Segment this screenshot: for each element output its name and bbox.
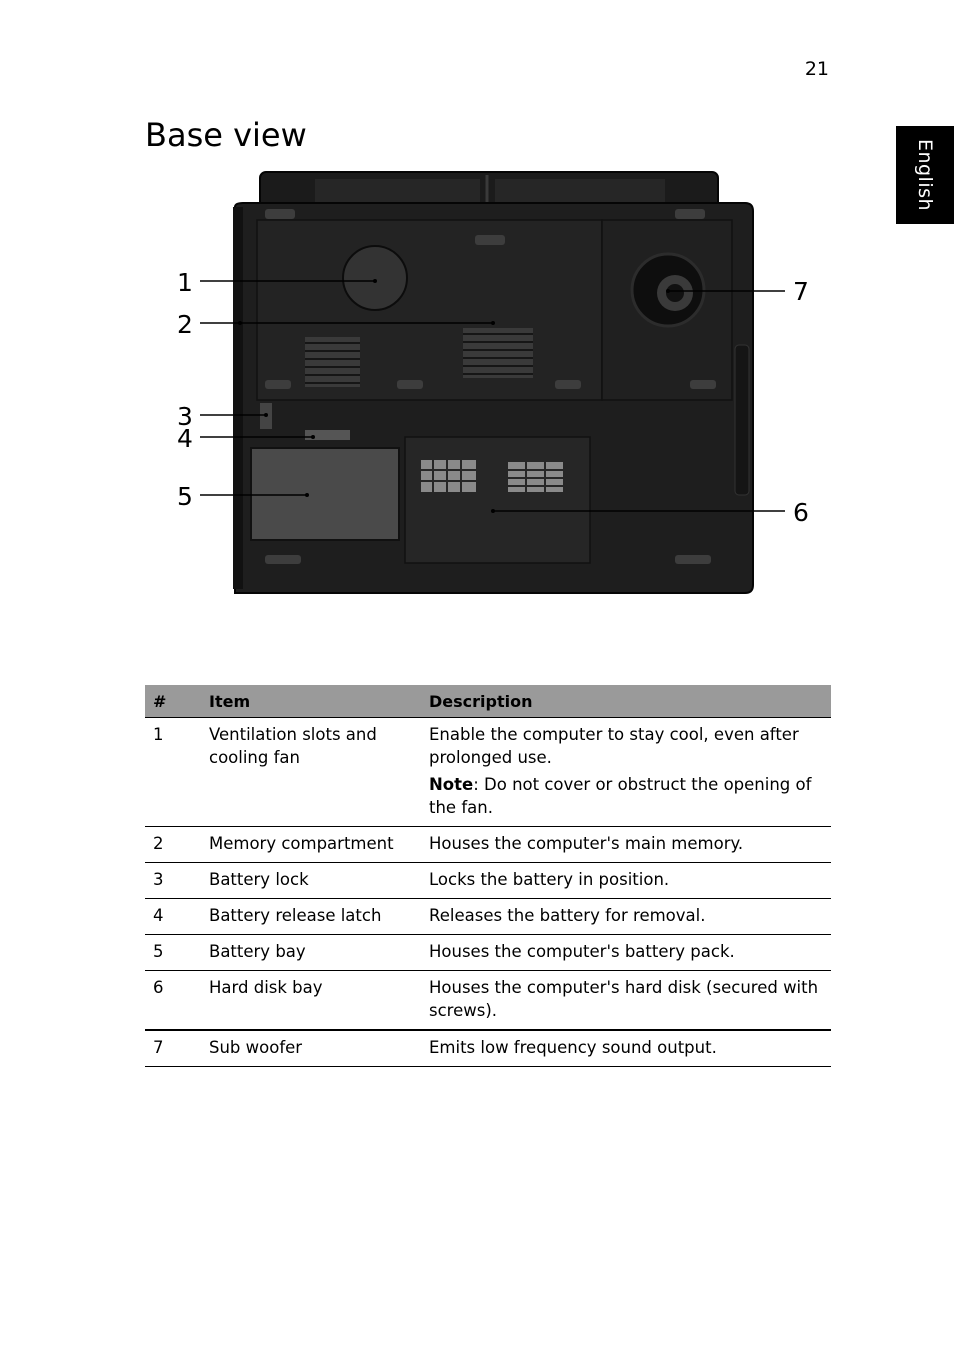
row-item: Sub woofer bbox=[201, 1030, 421, 1067]
callout-6: 6 bbox=[793, 498, 809, 527]
table-row bbox=[145, 827, 831, 863]
table-row bbox=[145, 935, 831, 971]
table-row bbox=[145, 1030, 831, 1067]
header-item: Item bbox=[201, 685, 421, 718]
laptop-base-figure bbox=[165, 165, 825, 605]
table-row bbox=[145, 899, 831, 935]
language-tab-label: English bbox=[914, 138, 937, 212]
row-number: 6 bbox=[145, 971, 201, 1031]
page-title: Base view bbox=[145, 116, 307, 154]
callout-4: 4 bbox=[177, 424, 193, 453]
header-number: # bbox=[145, 685, 201, 718]
row-item: Hard disk bay bbox=[201, 971, 421, 1031]
header-description: Description bbox=[421, 685, 831, 718]
row-number: 4 bbox=[145, 899, 201, 935]
row-description: Releases the battery for removal. bbox=[421, 899, 831, 935]
callout-3: 3 bbox=[177, 402, 193, 431]
table-row bbox=[145, 863, 831, 899]
page-number: 21 bbox=[804, 58, 829, 80]
row-item: Ventilation slots and cooling fan bbox=[201, 718, 421, 827]
row-description-cell bbox=[421, 718, 831, 827]
row-description: Emits low frequency sound output. bbox=[421, 1030, 831, 1067]
base-view-table bbox=[145, 685, 831, 1067]
table-header-row bbox=[145, 685, 831, 718]
callout-2: 2 bbox=[177, 310, 193, 339]
callout-7: 7 bbox=[793, 277, 809, 306]
row-description: Houses the computer's battery pack. bbox=[421, 935, 831, 971]
note-text: : Do not cover or obstruct the opening of the fan. bbox=[429, 775, 812, 817]
callout-5: 5 bbox=[177, 482, 193, 511]
row-description: Houses the computer's main memory. bbox=[421, 827, 831, 863]
row-item: Battery bay bbox=[201, 935, 421, 971]
row-description: Houses the computer's hard disk (secured with screws). bbox=[421, 971, 831, 1031]
row-description: Enable the computer to stay cool, even after prolonged use. bbox=[429, 725, 799, 767]
row-item: Battery lock bbox=[201, 863, 421, 899]
row-number: 7 bbox=[145, 1030, 201, 1067]
note-label: Note bbox=[429, 775, 474, 794]
language-tab bbox=[896, 126, 954, 224]
row-number: 5 bbox=[145, 935, 201, 971]
row-number: 2 bbox=[145, 827, 201, 863]
row-number: 3 bbox=[145, 863, 201, 899]
row-item: Memory compartment bbox=[201, 827, 421, 863]
row-description: Locks the battery in position. bbox=[421, 863, 831, 899]
row-item: Battery release latch bbox=[201, 899, 421, 935]
row-note bbox=[429, 773, 823, 819]
laptop-base-illustration bbox=[165, 165, 825, 605]
table-row bbox=[145, 971, 831, 1031]
callout-1: 1 bbox=[177, 268, 193, 297]
table-row bbox=[145, 718, 831, 827]
row-number: 1 bbox=[145, 718, 201, 827]
